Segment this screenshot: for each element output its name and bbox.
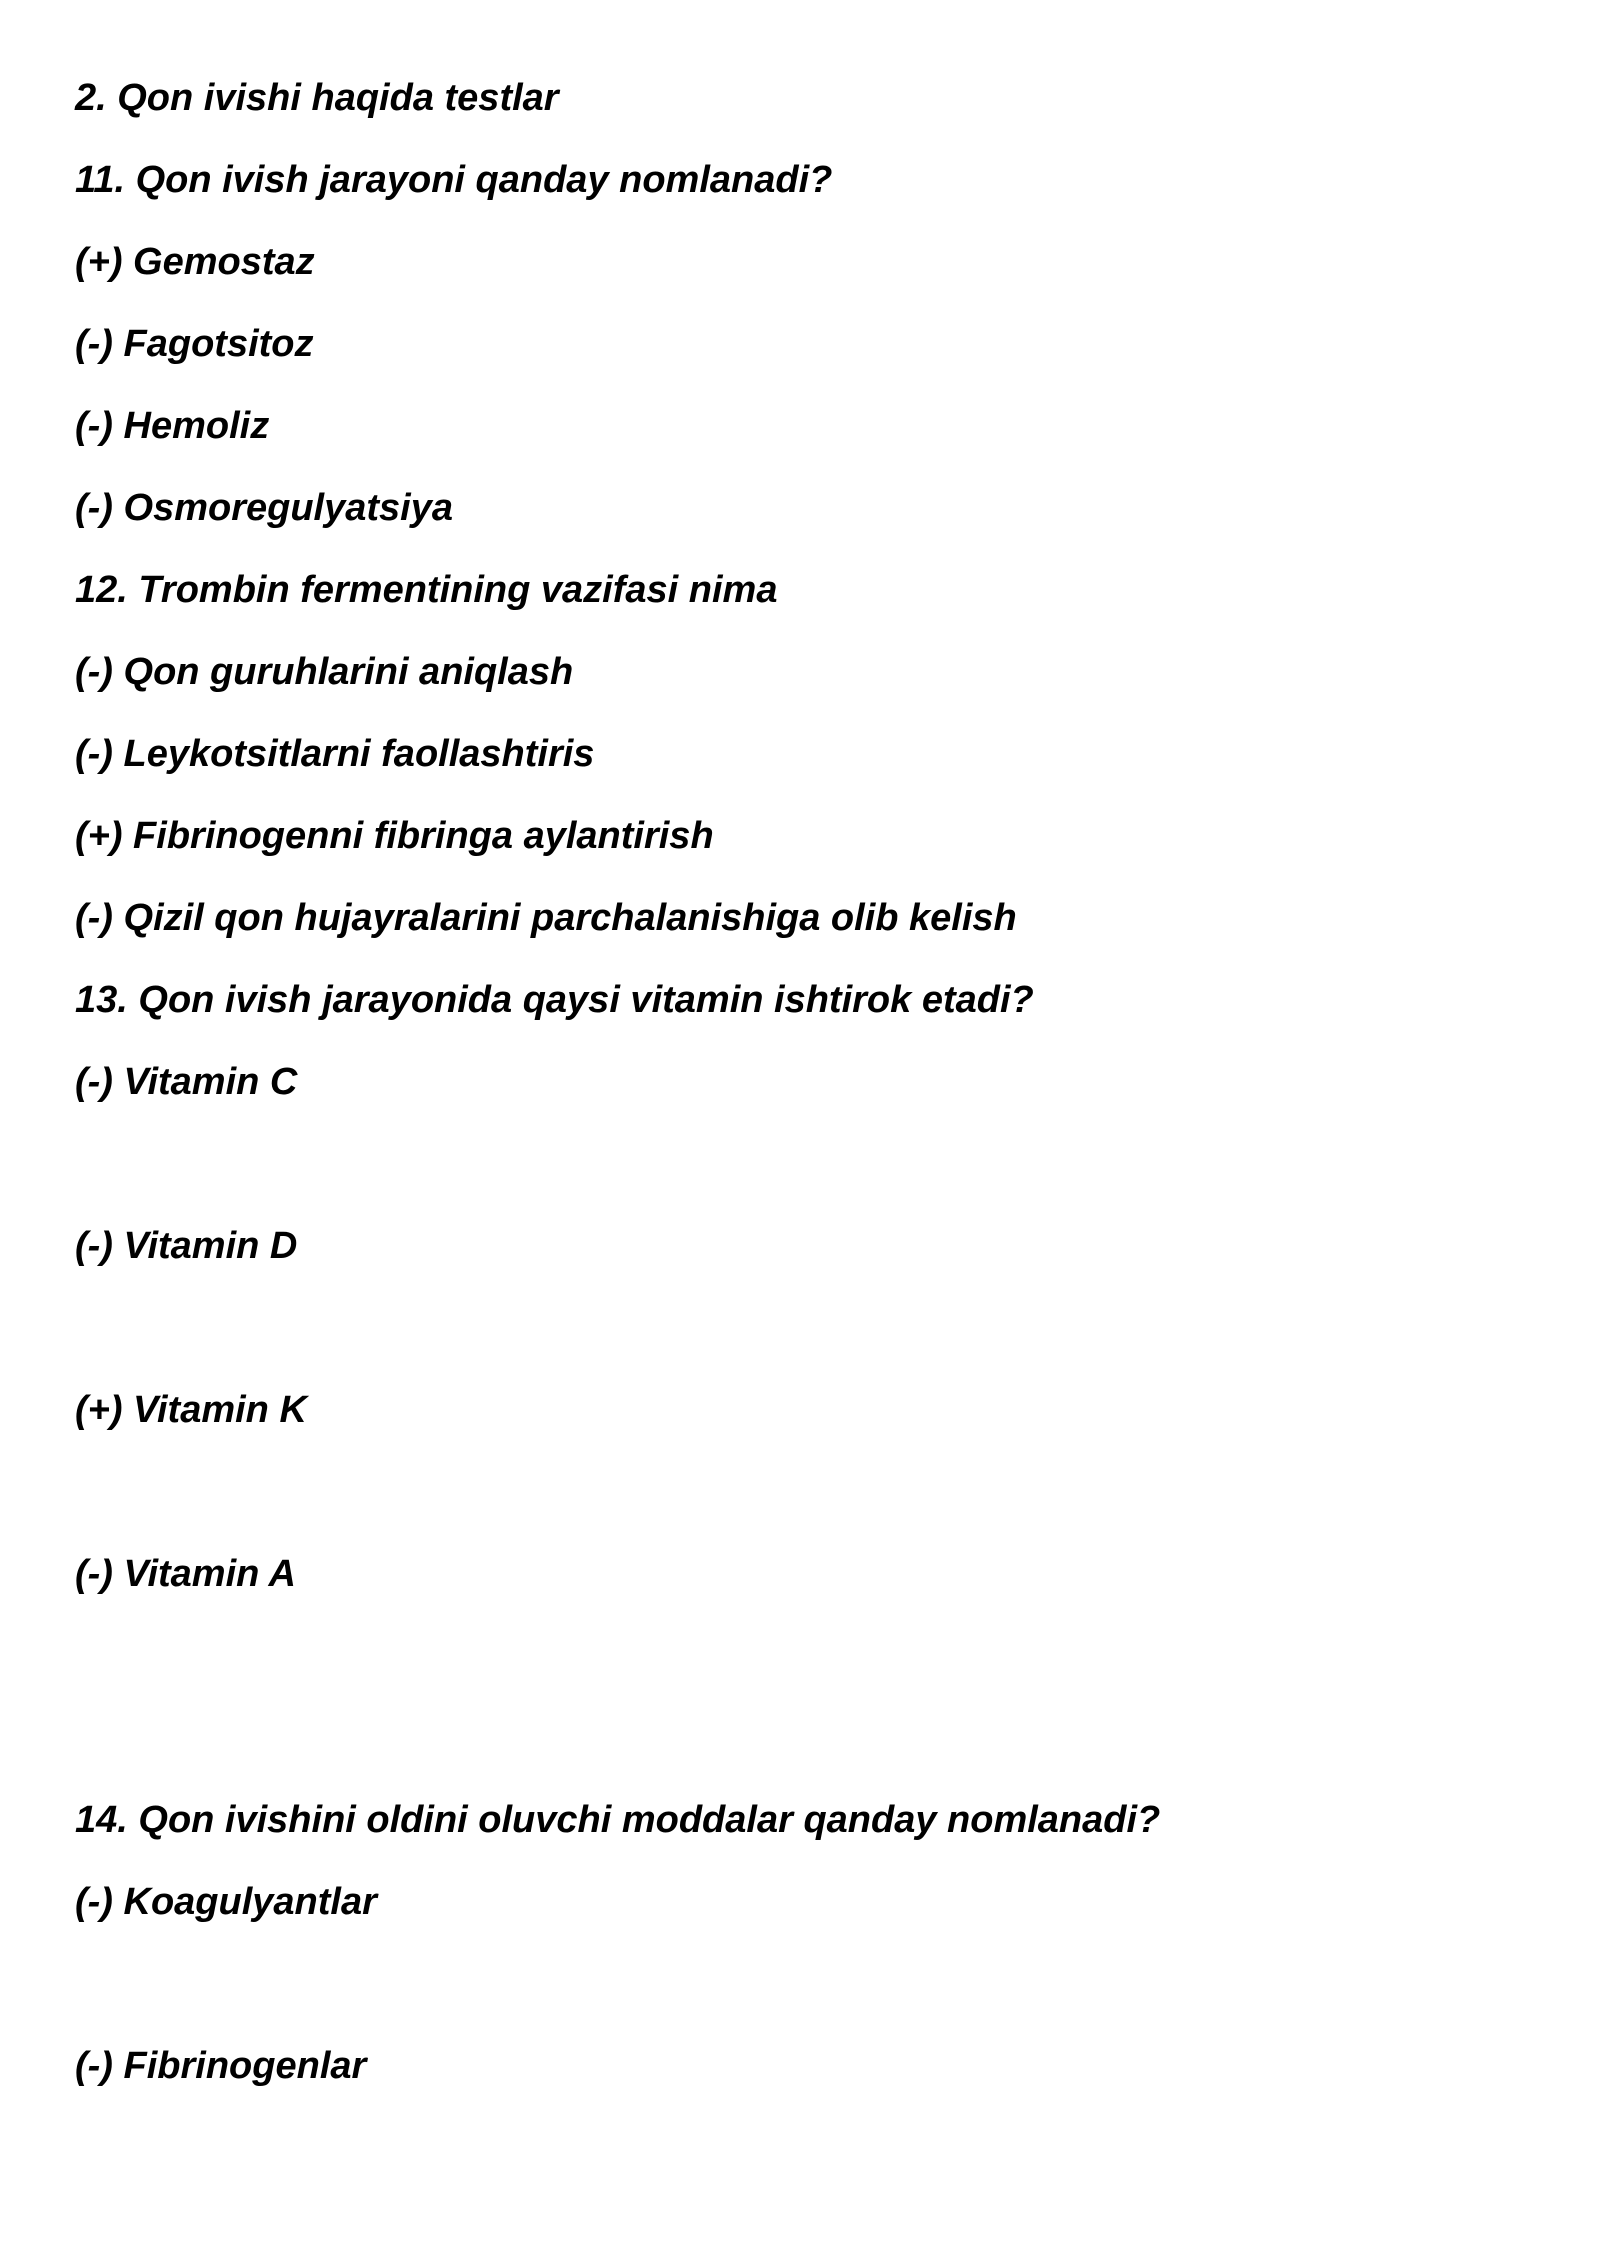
answer-option: (-) Osmoregulyatsiya — [75, 487, 453, 529]
answer-option: (-) Fibrinogenlar — [75, 2045, 367, 2087]
answer-option: (-) Fagotsitoz — [75, 323, 314, 365]
answer-option: (-) Koagulyantlar — [75, 1881, 377, 1923]
question-11: 11. Qon ivish jarayoni qanday nomlanadi? — [75, 159, 833, 201]
answer-option: (-) Hemoliz — [75, 405, 270, 447]
answer-option: (+) Gemostaz — [75, 241, 315, 283]
answer-option: (+) Vitamin K — [75, 1389, 307, 1431]
answer-option: (-) Vitamin A — [75, 1553, 296, 1595]
answer-option: (-) Vitamin C — [75, 1061, 298, 1103]
section-title: 2. Qon ivishi haqida testlar — [75, 77, 559, 119]
answer-option: (-) Vitamin D — [75, 1225, 298, 1267]
question-14: 14. Qon ivishini oldini oluvchi moddalar qanday nomlanadi? — [75, 1799, 1161, 1841]
answer-option: (-) Leykotsitlarni faollashtiris — [75, 733, 595, 775]
answer-option: (-) Qizil qon hujayralarini parchalanishiga olib kelish — [75, 897, 1017, 939]
question-13: 13. Qon ivish jarayonida qaysi vitamin ishtirok etadi? — [75, 979, 1034, 1021]
question-12: 12. Trombin fermentining vazifasi nima — [75, 569, 778, 611]
answer-option: (+) Fibrinogenni fibringa aylantirish — [75, 815, 714, 857]
answer-option: (-) Qon guruhlarini aniqlash — [75, 651, 574, 693]
